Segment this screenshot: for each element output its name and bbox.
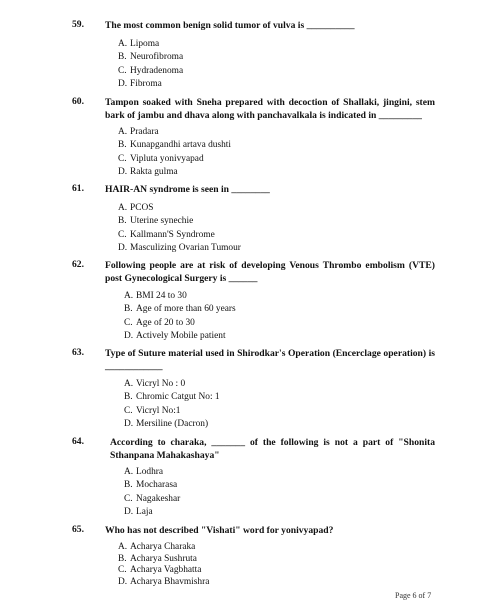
option-a: A. Vicryl No : 0 — [124, 379, 186, 389]
question-number: 63. — [72, 347, 84, 358]
option-a: A. Lipoma — [118, 39, 160, 49]
option-d: D. Fibroma — [118, 78, 162, 89]
question-text: Following people are at risk of developing Venous Thrombo embolism (VTE) post Gynecological Surgery is ______ — [105, 260, 435, 284]
question-text: According to charaka, _______ of the following is not a part of "Shonita Sthanpana Mahakashaya" — [110, 437, 435, 461]
question-number: 59. — [72, 19, 84, 30]
option-c: C. Hydradenoma — [118, 65, 184, 76]
option-b: B. Mocharasa — [124, 480, 178, 491]
question-number: 64. — [72, 436, 84, 447]
option-list — [124, 466, 180, 519]
option-a: A. BMI 24 to 30 — [124, 291, 187, 301]
option-d: D. Rakta gulma — [118, 166, 178, 177]
question-number: 65. — [72, 524, 84, 535]
option-list — [124, 378, 220, 431]
option-a: A. Lodhra — [124, 467, 164, 477]
option-list — [124, 290, 236, 343]
option-c: C. Acharya Vagbhatta — [118, 565, 202, 575]
option-c: C. Kallmann'S Syndrome — [118, 229, 215, 240]
question-text: Type of Suture material used in Shirodkar's Operation (Encerclage operation) is ____________ — [105, 348, 435, 372]
option-b: B. Chromic Catgut No: 1 — [124, 392, 220, 403]
question-text: Tampon soaked with Sneha prepared with decoction of Shallaki, jingini, stem bark of jambu and dhava along with panchavalkala is indicated in _________ — [105, 97, 435, 121]
option-list — [118, 542, 209, 588]
option-c: C. Vipluta yonivyapad — [118, 153, 204, 164]
option-d: D. Mersiline (Dacron) — [124, 418, 209, 429]
option-c: C. Vicryl No:1 — [124, 405, 181, 416]
option-d: D. Laja — [124, 506, 153, 517]
option-list — [118, 126, 231, 179]
option-b: B. Acharya Sushruta — [118, 553, 197, 564]
option-c: C. Nagakeshar — [124, 493, 181, 504]
option-a: A. Pradara — [118, 127, 159, 137]
option-a: A. Acharya Charaka — [118, 542, 196, 552]
question-number: 60. — [72, 96, 84, 107]
option-b: B. Uterine synechie — [118, 216, 194, 227]
question-number: 62. — [72, 259, 84, 270]
option-b: B. Age of more than 60 years — [124, 304, 236, 315]
option-list — [118, 202, 241, 255]
option-a: A. PCOS — [118, 203, 154, 213]
option-d: D. Actively Mobile patient — [124, 330, 226, 341]
option-b: B. Neurofibroma — [118, 52, 184, 63]
question-number: 61. — [72, 183, 84, 194]
question-text: The most common benign solid tumor of vulva is __________ — [105, 20, 355, 31]
option-d: D. Acharya Bhavmishra — [118, 576, 210, 587]
page-number: Page 6 of 7 — [395, 591, 432, 600]
question-text: HAIR-AN syndrome is seen in ________ — [105, 184, 270, 195]
option-list — [118, 38, 183, 91]
option-c: C. Age of 20 to 30 — [124, 317, 195, 328]
option-b: B. Kunapgandhi artava dushti — [118, 140, 232, 151]
question-text: Who has not described "Vishati" word for yonivyapad? — [105, 525, 334, 536]
option-d: D. Masculizing Ovarian Tumour — [118, 242, 241, 253]
